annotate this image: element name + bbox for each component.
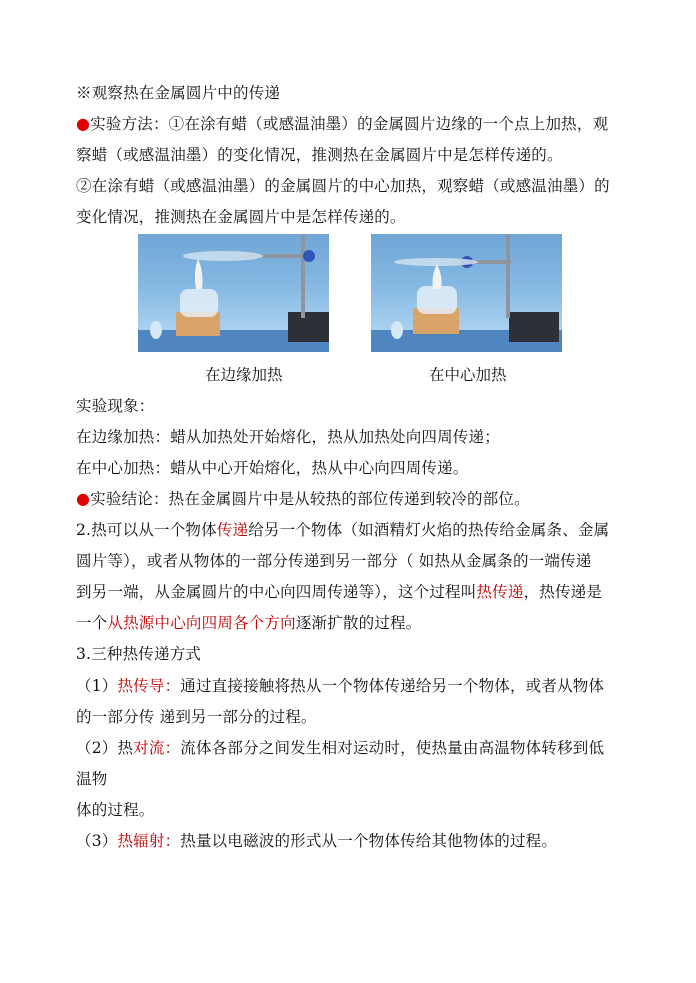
highlight-transfer: 传递 xyxy=(216,521,249,539)
method-line-2: 察蜡（或感温油墨）的变化情况，推测热在金属圆片中是怎样传递的。 xyxy=(76,146,563,164)
section-title: ※观察热在金属圆片中的传递 xyxy=(76,84,281,102)
phenomenon-edge: 在边缘加热：蜡从加热处开始熔化，热从加热处向四周传递； xyxy=(76,428,500,446)
method-line-1: ●实验方法：①在涂有蜡（或感温油墨）的金属圆片边缘的一个点上加热，观 xyxy=(76,114,609,133)
edge-heating-photo xyxy=(138,234,329,352)
phenomenon-title: 实验现象： xyxy=(76,397,155,415)
conclusion-line: ●实验结论：热在金属圆片中是从较热的部位传递到较冷的部位。 xyxy=(76,489,530,508)
edge-heating-illustration xyxy=(138,234,329,352)
point2-line-3: 到另一端，从金属圆片的中心向四周传递等），这个过程叫热传递，热传递是 xyxy=(76,583,603,601)
point3-title: 3.三种热传递方式 xyxy=(76,645,202,663)
highlight-heat-transfer: 热传递 xyxy=(476,583,524,601)
term-convection: 对流： xyxy=(133,739,181,757)
highlight-direction: 从热源中心向四周各个方向 xyxy=(107,614,296,632)
term-conduction: 热传导： xyxy=(117,677,181,695)
method-line-3: ②在涂有蜡（或感温油墨）的金属圆片的中心加热，观察蜡（或感温油墨）的 xyxy=(76,177,610,195)
point2-line-4: 一个从热源中心向四周各个方向逐渐扩散的过程。 xyxy=(76,614,422,632)
point2-line-1: 2.热可以从一个物体传递给另一个物体（如酒精灯火焰的热传给金属条、金属 xyxy=(76,521,610,539)
conduction-line-1: （1）热传导：通过直接接触将热从一个物体传递给另一个物体，或者从物体 xyxy=(76,677,605,695)
edge-heating-caption: 在边缘加热 xyxy=(205,366,283,384)
point2-line-2: 圆片等），或者从物体的一部分传递到另一部分（ 如热从金属条的一端传递 xyxy=(76,552,592,570)
phenomenon-center: 在中心加热：蜡从中心开始熔化，热从中心向四周传递。 xyxy=(76,459,469,477)
conduction-line-2: 的一部分传 递到另一部分的过程。 xyxy=(76,708,317,726)
center-heating-photo xyxy=(371,234,562,352)
center-heating-caption: 在中心加热 xyxy=(429,366,507,384)
bullet-icon: ● xyxy=(76,114,91,133)
convection-line-2: 温物 xyxy=(76,770,108,788)
term-radiation: 热辐射： xyxy=(117,832,181,850)
bullet-icon: ● xyxy=(76,489,91,508)
method-line-4: 变化情况，推测热在金属圆片中是怎样传递的。 xyxy=(76,208,406,226)
radiation-line: （3）热辐射：热量以电磁波的形式从一个物体传给其他物体的过程。 xyxy=(76,832,558,850)
convection-line-1: （2）热对流：流体各部分之间发生相对运动时，使热量由高温物体转移到低 xyxy=(76,739,605,757)
convection-line-3: 体的过程。 xyxy=(76,801,155,819)
center-heating-illustration xyxy=(371,234,562,352)
